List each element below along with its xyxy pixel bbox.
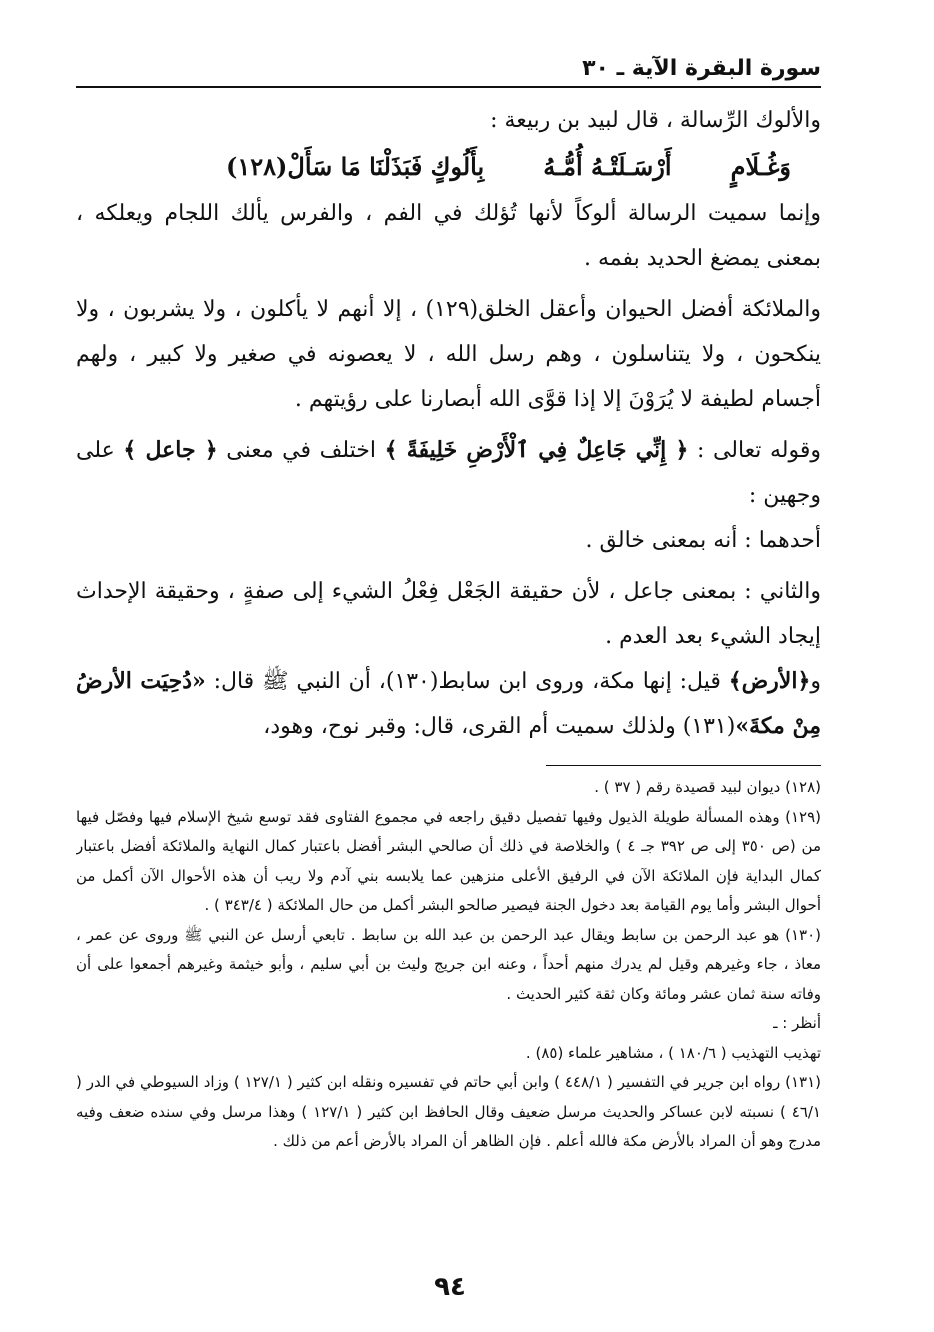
- footnote-129: (١٢٩) وهذه المسألة طويلة الذيول وفيها تفصيل دقيق راجعه في مجموع الفتاوى فقد توسع شيخ الإسلام فيها وفصّل فيها من (ص ٣٥٠ إلى ص ٣٩٢ جـ ٤ ) والخلاصة في ذلك أن صالحي البشر أفضل باعتبار كمال النهاية والملائكة أفضل باعتبار كمال البداية فإن الملائكة الآن في الرفيق الأعلى منزهين عما يلابسه بني آدم ولا ريب أن هذه الأحوال الآن أكمل من أحوال البشر وأما يوم القيامة بعد دخول الجنة فيصير صالحو البشر أكمل من حال الملائكة ( ٣٤٣/٤ ) .: [76, 807, 821, 914]
- paragraph-angels: والملائكة أفضل الحيوان وأعقل الخلق(١٢٩) ، إلا أنهم لا يأكلون ، ولا يشربون ، ولا ينكحون ، ولا يتناسلون ، وهم رسل الله ، لا يعصونه في صغير ولا كبير ، ولهم أجسام لطيفة لا يُرَوْنَ إلا إذا قوَّى الله أبصارنا على رؤيتهم .: [76, 297, 821, 412]
- paragraph-risala: وإنما سميت الرسالة ألوكاً لأنها تُؤلك في الفم ، والفرس يألك اللجام ويعلكه ، بمعنى يمضغ الحديد بفمه .: [76, 201, 821, 271]
- paragraph-khalifa-text-c: على وجهين :: [76, 438, 821, 508]
- hadith-quote: «دُحِيَت الأرضُ مِنْ مكةَ»: [76, 668, 821, 738]
- header-rule: [76, 86, 821, 88]
- paragraph-khalifa-text-b: اختلف في معنى: [217, 438, 385, 463]
- footnote-130-see: أنظر : ـ: [773, 1014, 821, 1032]
- verse-part-1: وَغُـلَامٍ: [730, 152, 791, 181]
- header-title: سورة البقرة الآية ـ ٣٠: [582, 56, 821, 81]
- paragraph-aluk: والألوك الرِّسالة ، قال لبيد بن ربيعة :: [490, 108, 821, 133]
- footnote-130-reference: تهذيب التهذيب ( ١٨٠/٦ ) ، مشاهير علماء (٨٥) .: [525, 1043, 821, 1062]
- paragraph-khalifa-text-a: وقوله تعالى :: [688, 438, 821, 463]
- quran-quote-ard: ﴿الأرض﴾: [728, 668, 811, 694]
- footnotes: [76, 773, 821, 1273]
- page-number: ٩٤: [434, 1272, 466, 1302]
- footnote-131: (١٣١) رواه ابن جرير في التفسير ( ٤٤٨/١ ) وابن أبي حاتم في تفسيره ونقله ابن كثير ( ١٢٧/١ ) وزاد السيوطي في الدر ( ٤٦/١ ) نسبته لابن عساكر والحديث مرسل ضعيف وقال الحافظ ابن كثير ( ١٢٧/١ ) وهذا مرسل وفي سنده ضعف وفيه مدرج وهو أن المراد بالأرض مكة فالله أعلم . فإن الظاهر أن المراد بالأرض أعم من ذلك .: [76, 1073, 821, 1150]
- verse-part-2: أَرْسَـلَتْـهُ أُمُّـهُ: [543, 152, 672, 181]
- paragraph-ard: [76, 659, 821, 738]
- quran-quote-jaail: ﴿ جاعل ﴾: [123, 437, 218, 463]
- verse-part-3: بِأَلُوكٍ فَبَذَلْنَا مَا سَأَلْ(١٢٨): [226, 152, 485, 181]
- main-text: [76, 98, 821, 738]
- paragraph-second-meaning: والثاني : بمعنى جاعل ، لأن حقيقة الجَعْل فِعْلُ الشيء إلى صفةٍ ، وحقيقة الإحداث إيجاد الشيء بعد العدم .: [76, 579, 821, 649]
- paragraph-first-meaning: أحدهما : أنه بمعنى خالق .: [585, 528, 821, 553]
- paragraph-ard-text-a: و: [810, 669, 821, 694]
- footnote-128: (١٢٨) ديوان لبيد قصيدة رقم ( ٣٧ ) .: [594, 778, 821, 796]
- quran-quote-khalifa: ﴿ إِنِّي جَاعِلٌ فِي ٱلْأَرْضِ خَلِيفَةً ﴾: [384, 437, 689, 463]
- poetry-verse: [76, 143, 821, 191]
- paragraph-khalifa: [76, 428, 821, 518]
- running-header: [76, 52, 821, 88]
- footnote-130: (١٣٠) هو عبد الرحمن بن سابط ويقال عبد الرحمن بن عبد الله بن سابط . تابعي أرسل عن النبي ﷺ وروى عن عمر ، معاذ ، جاء وغيرهم وقيل لم يدرك منهم أحداً ، وعنه ابن جريج وليث بن أبي سليم ، وأبو خيثمة وغيرهم أجمعوا على أن وفاته سنة ثمان عشر ومائة وكان ثقة كثير الحديث .: [76, 925, 821, 1003]
- footnote-separator: [546, 765, 821, 766]
- paragraph-ard-text-b: قيل: إنها مكة، وروى ابن سابط(١٣٠)، أن النبي ﷺ قال:: [205, 669, 729, 694]
- paragraph-ard-text-c: (١٣١) ولذلك سميت أم القرى، قال: وقبر نوح، وهود،: [263, 714, 736, 738]
